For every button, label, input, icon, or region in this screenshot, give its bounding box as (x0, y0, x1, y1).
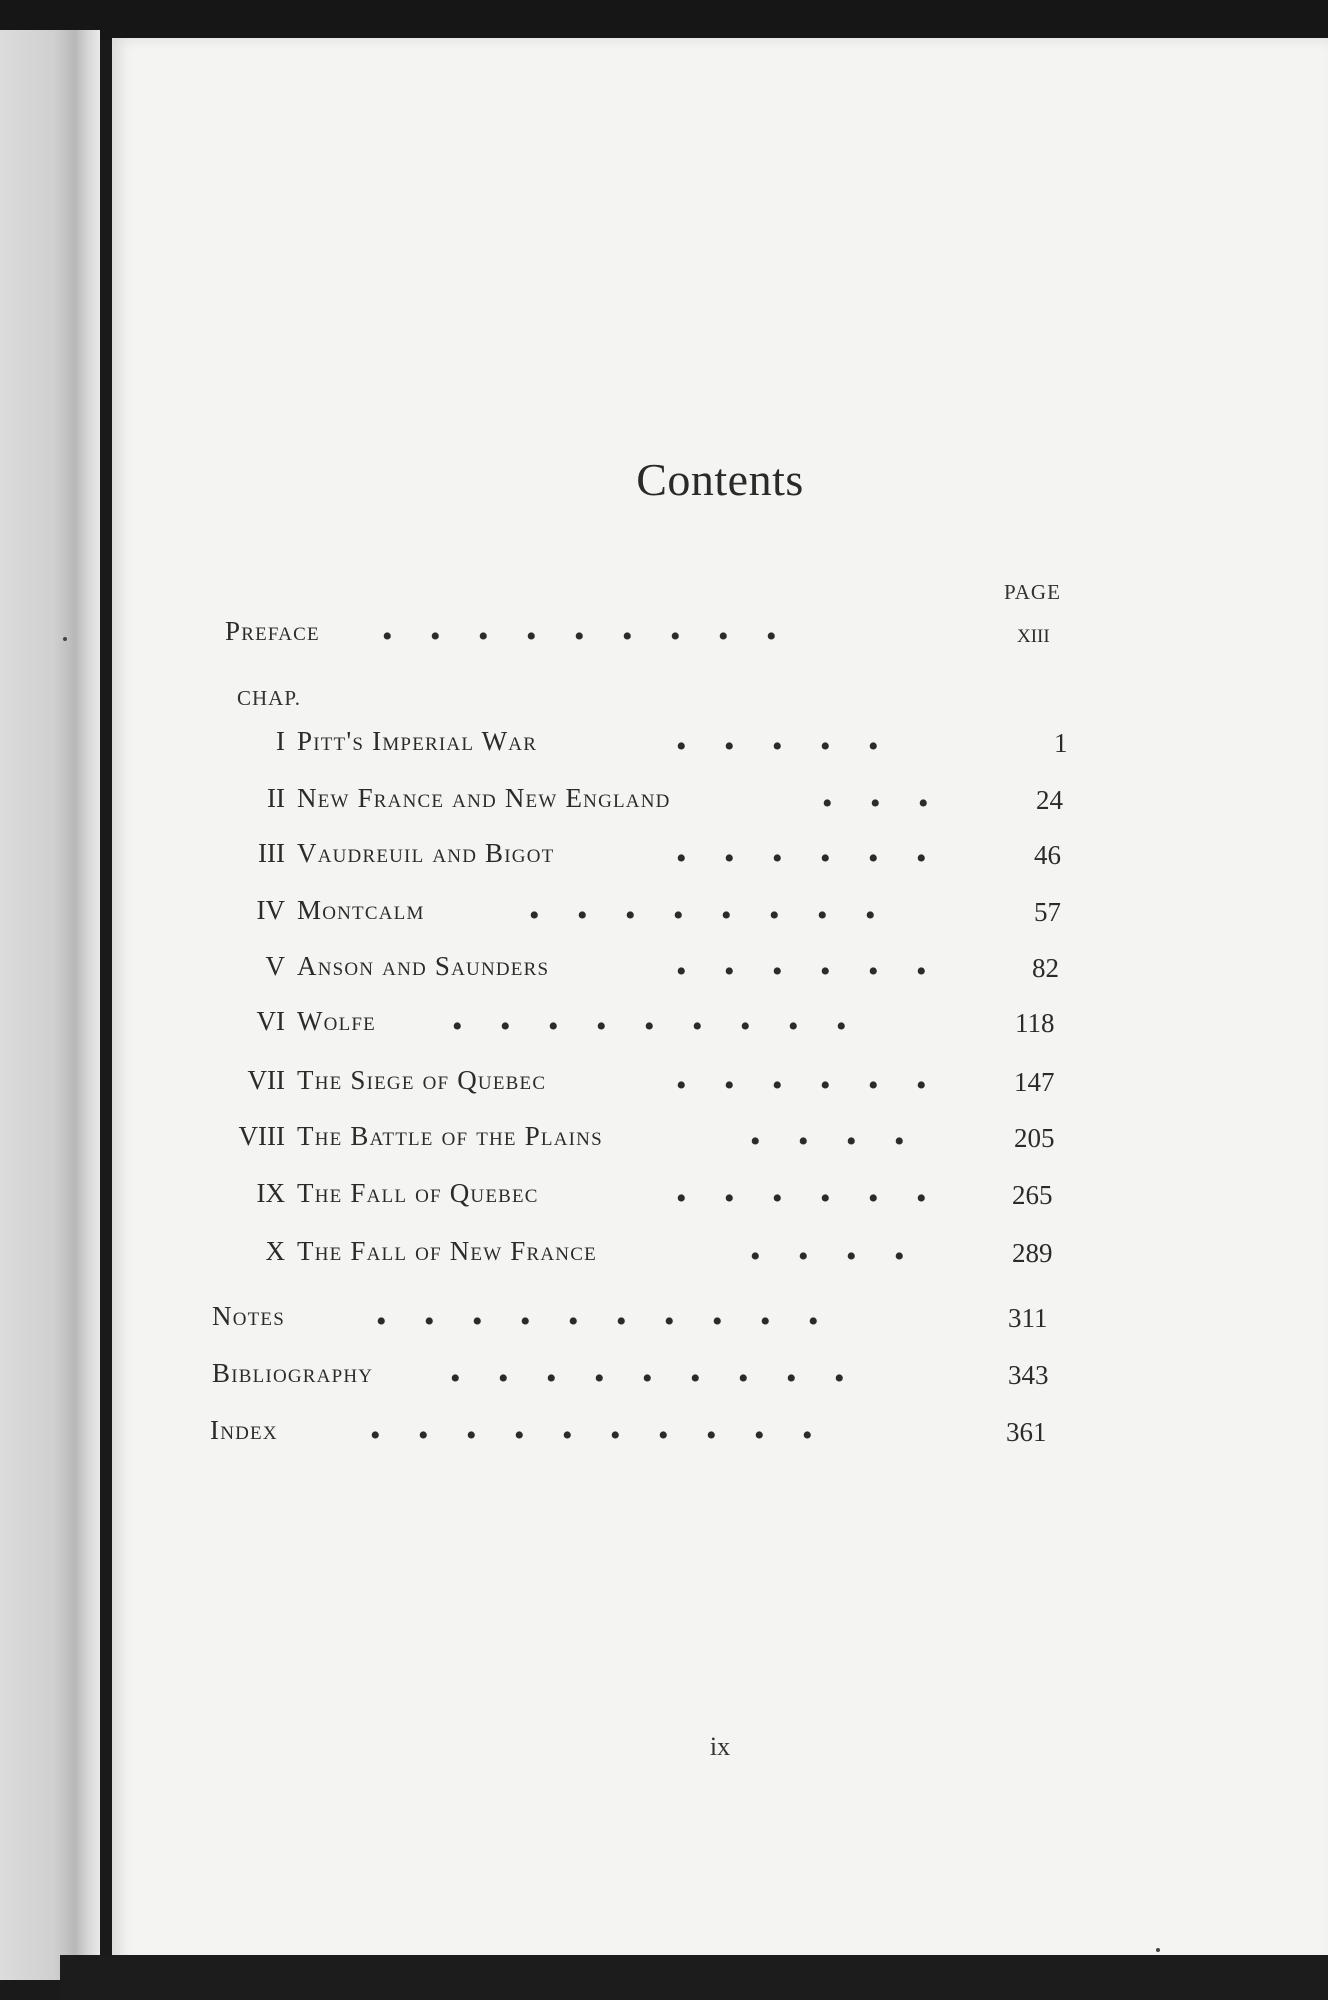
toc-entry-page: 361 (1006, 1417, 1047, 1447)
toc-entry-chapter (112, 1006, 1328, 1050)
toc-entry-label: Preface (225, 616, 320, 646)
chapter-number: IV (256, 895, 285, 925)
toc-entry-label: The Siege of Quebec (297, 1065, 547, 1095)
chapter-number: IX (256, 1178, 285, 1208)
toc-entry-label: Notes (212, 1301, 285, 1331)
toc-entry-page: 46 (1034, 840, 1061, 870)
toc-entry-page: 205 (1014, 1123, 1055, 1153)
toc-entry-page: 118 (1015, 1008, 1055, 1038)
toc-entry-chapter (112, 1065, 1328, 1109)
toc-entry-chapter (112, 726, 1328, 770)
leader-dots: • • • • • (676, 730, 879, 763)
scan-border-bottom (60, 1955, 1328, 2000)
chapter-number: I (276, 726, 285, 756)
toc-entry-chapter (112, 951, 1328, 995)
leader-dots: • • • • • • (676, 955, 927, 988)
toc-entry-label: New France and New England (297, 783, 671, 813)
toc-entry-label: Montcalm (297, 895, 425, 925)
chapter-number: VI (256, 1006, 285, 1036)
toc-entry-page: 82 (1032, 953, 1059, 983)
chapter-number: II (267, 783, 285, 813)
scan-border-top (0, 0, 1328, 40)
toc-entry-page: 289 (1012, 1238, 1053, 1268)
page-column-heading: PAGE (1004, 580, 1061, 604)
leader-dots: • • • • • • • • (529, 899, 876, 932)
toc-entry-index (112, 1415, 1328, 1459)
toc-entry-preface (112, 616, 1328, 660)
toc-entry-label: The Battle of the Plains (297, 1121, 603, 1151)
chapter-number: V (265, 951, 285, 981)
page-title: Contents (636, 454, 804, 505)
toc-entry-chapter (112, 895, 1328, 939)
facing-page-edge (0, 30, 100, 1980)
toc-entry-page: xiii (1017, 618, 1050, 648)
leader-dots: • • • • (750, 1125, 905, 1158)
chapter-number: X (265, 1236, 285, 1266)
paper-speck (63, 637, 67, 641)
toc-entry-label: The Fall of New France (297, 1236, 597, 1266)
toc-entry-page: 1 (1054, 728, 1068, 758)
leader-dots: • • • • (750, 1240, 905, 1273)
toc-entry-chapter (112, 783, 1328, 827)
toc-entry-page: 147 (1014, 1067, 1055, 1097)
toc-entry-chapter (112, 838, 1328, 882)
toc-entry-chapter (112, 1178, 1328, 1222)
toc-entry-page: 24 (1036, 785, 1063, 815)
leader-dots: • • • • • • (676, 1182, 927, 1215)
page-number: ix (709, 1732, 731, 1761)
book-page (112, 38, 1328, 1964)
leader-dots: • • • • • • (676, 1069, 927, 1102)
leader-dots: • • • • • • • • • • (376, 1305, 819, 1338)
toc-entry-label: Vaudreuil and Bigot (297, 838, 555, 868)
chapter-column-heading: CHAP. (237, 686, 301, 710)
leader-dots: • • • (822, 787, 929, 820)
toc-entry-bibliography (112, 1358, 1328, 1402)
toc-entry-page: 57 (1034, 897, 1061, 927)
toc-entry-label: Anson and Saunders (297, 951, 550, 981)
toc-entry-label: Wolfe (297, 1006, 376, 1036)
toc-entry-page: 311 (1008, 1303, 1048, 1333)
paper-speck (1156, 1948, 1160, 1952)
toc-entry-chapter (112, 1121, 1328, 1165)
toc-entry-chapter (112, 1236, 1328, 1280)
leader-dots: • • • • • • • • • (452, 1010, 847, 1043)
toc-entry-label: The Fall of Quebec (297, 1178, 539, 1208)
leader-dots: • • • • • • • • • (382, 620, 777, 653)
chapter-number: III (258, 838, 285, 868)
chapter-number: VII (247, 1065, 285, 1095)
toc-entry-page: 343 (1008, 1360, 1049, 1390)
toc-entry-label: Index (210, 1415, 278, 1445)
leader-dots: • • • • • • • • • (450, 1362, 845, 1395)
chapter-number: VIII (238, 1121, 285, 1151)
leader-dots: • • • • • • • • • • (370, 1419, 813, 1452)
toc-entry-notes (112, 1301, 1328, 1345)
leader-dots: • • • • • • (676, 842, 927, 875)
toc-entry-label: Pitt's Imperial War (297, 726, 538, 756)
toc-entry-page: 265 (1012, 1180, 1053, 1210)
toc-entry-label: Bibliography (212, 1358, 374, 1388)
